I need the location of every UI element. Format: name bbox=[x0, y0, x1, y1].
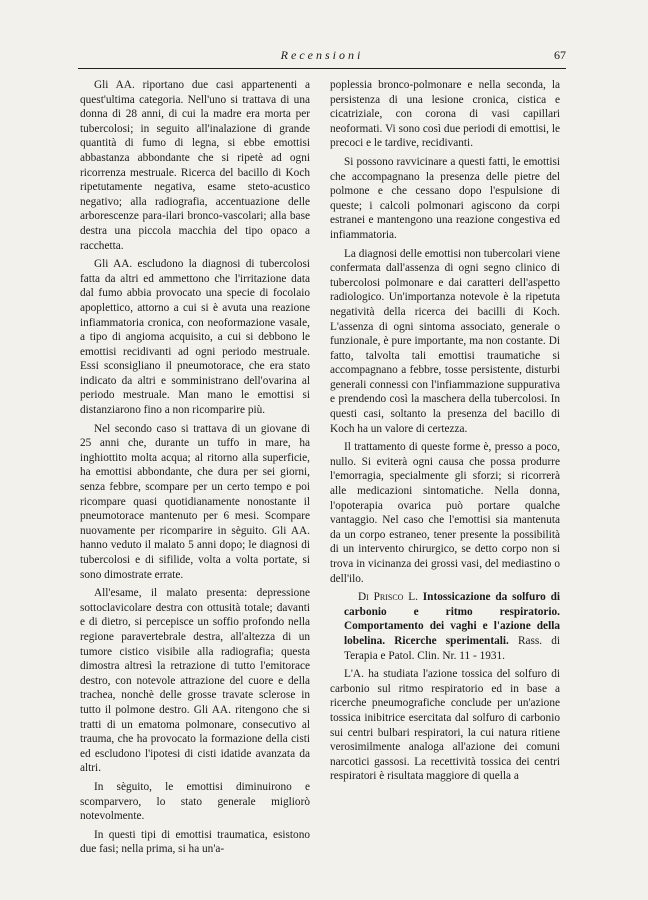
left-column bbox=[80, 78, 310, 861]
paragraph: All'esame, il malato presenta: depressione sottoclavicolare destra con ottusità totale; davanti e di dietro, si percepisce un soffio profondo nella regione paravertebrale destra, all'altezza di un tumore cistico visibile alla radiografia; questa dimostra altresì la retrazione di tutto l'emitorace destro, con notevole attrazione del cuore e della trachea, nonchè delle grosse travate sclerose in tutto il polmone destro. Gli AA. ritengono che si tratti di un ematoma polmonare, consecutivo al trauma, che ha provocato la formazione della cisti ed escludono l'ipotesi di cisti idatide avanzata da altri. bbox=[80, 587, 310, 775]
right-column bbox=[330, 78, 560, 788]
paragraph: L'A. ha studiata l'azione tossica del solfuro di carbonio sul ritmo respiratorio ed in base a ricerche pneumografiche conclude per un'azione tossica inibitrice esercitata dal solfuro di carbonio sui centri bulbari respiratori, la cui natura ritiene verosimilmente analoga all'azione dei comuni narcotici gassosi. La recettività tossica dei centri respiratori è risultata maggiore di quella a bbox=[330, 668, 560, 783]
page-header bbox=[78, 46, 566, 69]
citation-author: Di Prisco L. bbox=[358, 591, 418, 604]
citation-source: Rass. di Terapia e Patol. Clin. Nr. 11 - 1931. bbox=[344, 634, 561, 662]
citation-title: Intossicazione da solfuro di carbonio e ritmo respiratorio. Comportamento dei vaghi e l'azione della lobelina. Ricerche sperimentali. bbox=[344, 591, 560, 647]
paragraph: In questi tipi di emottisi traumatica, esistono due fasi; nella prima, si ha un'a- bbox=[80, 828, 310, 856]
paragraph: Il trattamento di queste forme è, presso a poco, nullo. Si eviterà ogni causa che possa produrre l'emorragia, specialmente gli sforzi; si ricorrerà alle medicazioni sintomatiche. Nella donna, l'opoterapia ovarica può portare qualche vantaggio. Nel caso che l'emottisi sia mantenuta da un corpo estraneo, tener presente la possibilità di un intervento chirurgico, se detto corpo non si trova in vicinanza dei grossi vasi, del mediastino o dell'ilo. bbox=[330, 441, 560, 585]
page-number: 67 bbox=[554, 48, 566, 62]
running-title: Recensioni bbox=[280, 48, 364, 62]
paragraph: Nel secondo caso si trattava di un giovane di 25 anni che, durante un tuffo in mare, ha inghiottito molta acqua; al ritorno alla superficie, ha emottisi abbondante, che dura per sei giorni, senza febbre, scompare per un certo tempo e poi ricompare quasi quotidianamente nonostante il pneumotorace mantenuto per 6 mesi. Scompare nuovamente per ricomparire in sèguito. Gli AA. hanno veduto il malato 5 anni dopo; le diagnosi di tubercolosi e di sifilide, volta a volta portate, si sono dimostrate errate. bbox=[80, 422, 310, 581]
paragraph: poplessia bronco-polmonare e nella seconda, la persistenza di una lesione cronica, cistica e cicatriziale, con corona di vasi capillari neoformati. Vi sono così due periodi di emottisi, le precoci e le tardive, recidivanti. bbox=[330, 79, 560, 150]
paragraph: La diagnosi delle emottisi non tubercolari viene confermata dall'assenza di ogni segno clinico di tubercolosi polmonare e dai caratteri dell'aspetto radiologico. Un'importanza notevole è la ripetuta negatività della ricerca dei bacilli di Koch. L'assenza di ogni sintoma associato, generale o funzionale, è pure importante, ma non costante. Di fatto, talvolta tali emottisi traumatiche si accompagnano a febbre, tosse persistente, disturbi generali connessi con l'infiammazione suppurativa e prendendo così la maschera della tubercolosi. In questi casi, soltanto la presenza del bacillo di Koch ha un valore di certezza. bbox=[330, 247, 560, 435]
paragraph: Gli AA. escludono la diagnosi di tubercolosi fatta da altri ed ammettono che l'irritazione data dal fumo abbia provocato una specie di focolaio apoplettico, attorno a cui si è avuta una reazione infiammatoria cronica, con neoformazione vasale, a tipo di angioma acquisito, a cui si debbono le emottisi recidivanti ad ogni periodo mestruale. Essi sconsigliano il pneumotorace, che era stato indicato da altri e somministrano dell'ovarina al periodo mestruale. Man mano le emottisi si distanziarono fino a non ricomparire più. bbox=[80, 258, 310, 417]
paragraph: In sèguito, le emottisi diminuirono e scomparvero, lo stato generale migliorò notevolmente. bbox=[80, 780, 310, 823]
paragraph: Gli AA. riportano due casi appartenenti a quest'ultima categoria. Nell'uno si trattava di una donna di 28 anni, di cui la madre era morta per tubercolosi; in seguito all'inalazione di grande quantità di fumo di legna, si ebbe emottisi abbastanza abbondante che si ripetè ad ogni ricorrenza mestruale. Ricerca del bacillo di Koch ripetutamente negativa, esame steto-acustico negativo; alla radiografia, accentuazione delle arborescenze para-ilari bronco-vascolari; alla base destra una piccola macchia del tipo opaco a racchetta. bbox=[80, 79, 310, 252]
paragraph: Si possono ravvicinare a questi fatti, le emottisi che accompagnano la presenza delle pietre del polmone e che cessano dopo l'espulsione di queste; i calcoli polmonari agiscono da corpi estranei e mantengono una reazione congestiva ed infiammatoria. bbox=[330, 155, 560, 241]
review-citation bbox=[330, 590, 560, 663]
